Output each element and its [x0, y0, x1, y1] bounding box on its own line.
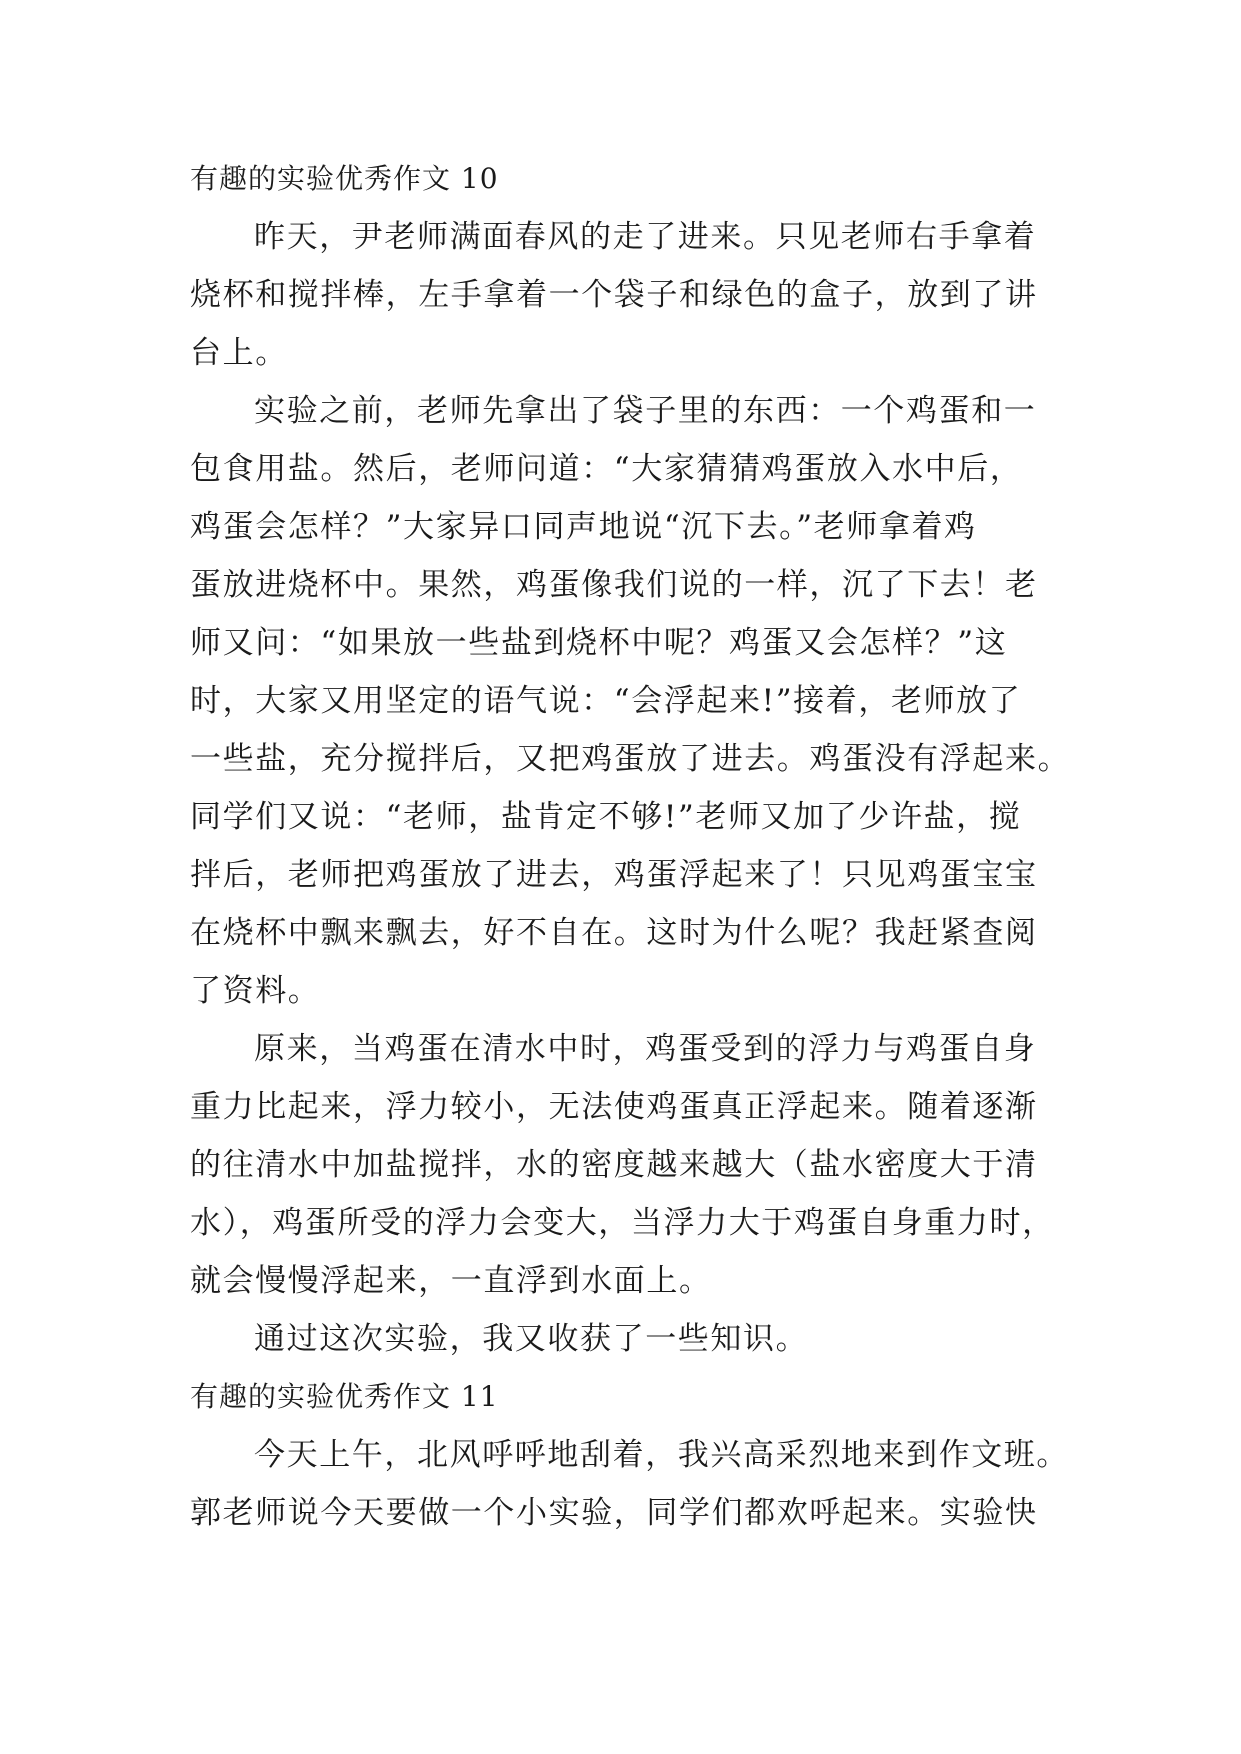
- paragraph-line: 了资料。: [190, 973, 321, 1009]
- essay-text-block: [190, 150, 1071, 1542]
- paragraph-line: 水），鸡蛋所受的浮力会变大，当浮力大于鸡蛋自身重力时，: [190, 1205, 1055, 1241]
- essay-heading-11: 有趣的实验优秀作文 11: [190, 1380, 499, 1413]
- paragraph-line: 通过这次实验，我又收获了一些知识。: [254, 1321, 809, 1357]
- paragraph-line: 烧杯和搅拌棒，左手拿着一个袋子和绿色的盒子，放到了讲: [190, 277, 1038, 313]
- paragraph-line: 同学们又说：“老师，盐肯定不够!”老师又加了少许盐，搅: [190, 799, 1022, 835]
- paragraph-line: 实验之前，老师先拿出了袋子里的东西：一个鸡蛋和一: [254, 393, 1037, 429]
- paragraph-line: 拌后，老师把鸡蛋放了进去，鸡蛋浮起来了！只见鸡蛋宝宝: [190, 857, 1038, 893]
- paragraph-line: 昨天，尹老师满面春风的走了进来。只见老师右手拿着: [254, 219, 1037, 255]
- paragraph-line: 今天上午，北风呼呼地刮着，我兴高采烈地来到作文班。: [254, 1437, 1069, 1473]
- paragraph-line: 重力比起来，浮力较小，无法使鸡蛋真正浮起来。随着逐渐: [190, 1089, 1038, 1125]
- paragraph-line: 一些盐，充分搅拌后，又把鸡蛋放了进去。鸡蛋没有浮起来。: [190, 741, 1071, 777]
- paragraph-line: 包食用盐。然后，老师问道：“大家猜猜鸡蛋放入水中后，: [190, 451, 1023, 487]
- paragraph-line: 原来，当鸡蛋在清水中时，鸡蛋受到的浮力与鸡蛋自身: [254, 1031, 1037, 1067]
- paragraph-line: 时，大家又用坚定的语气说：“会浮起来!”接着，老师放了: [190, 683, 1022, 719]
- paragraph-line: 郭老师说今天要做一个小实验，同学们都欢呼起来。实验快: [190, 1495, 1038, 1531]
- essay-heading-10: 有趣的实验优秀作文 10: [190, 162, 499, 195]
- paragraph-line: 在烧杯中飘来飘去，好不自在。这时为什么呢？我赶紧查阅: [190, 915, 1038, 951]
- paragraph-line: 的往清水中加盐搅拌，水的密度越来越大（盐水密度大于清: [190, 1147, 1038, 1183]
- paragraph-line: 台上。: [190, 335, 288, 371]
- paragraph-line: 师又问：“如果放一些盐到烧杯中呢？鸡蛋又会怎样？”这: [190, 625, 1008, 661]
- paragraph-line: 就会慢慢浮起来，一直浮到水面上。: [190, 1263, 712, 1299]
- paragraph-line: 蛋放进烧杯中。果然，鸡蛋像我们说的一样，沉了下去！老: [190, 567, 1038, 603]
- paragraph-line: 鸡蛋会怎样？”大家异口同声地说“沉下去。”老师拿着鸡: [190, 509, 977, 545]
